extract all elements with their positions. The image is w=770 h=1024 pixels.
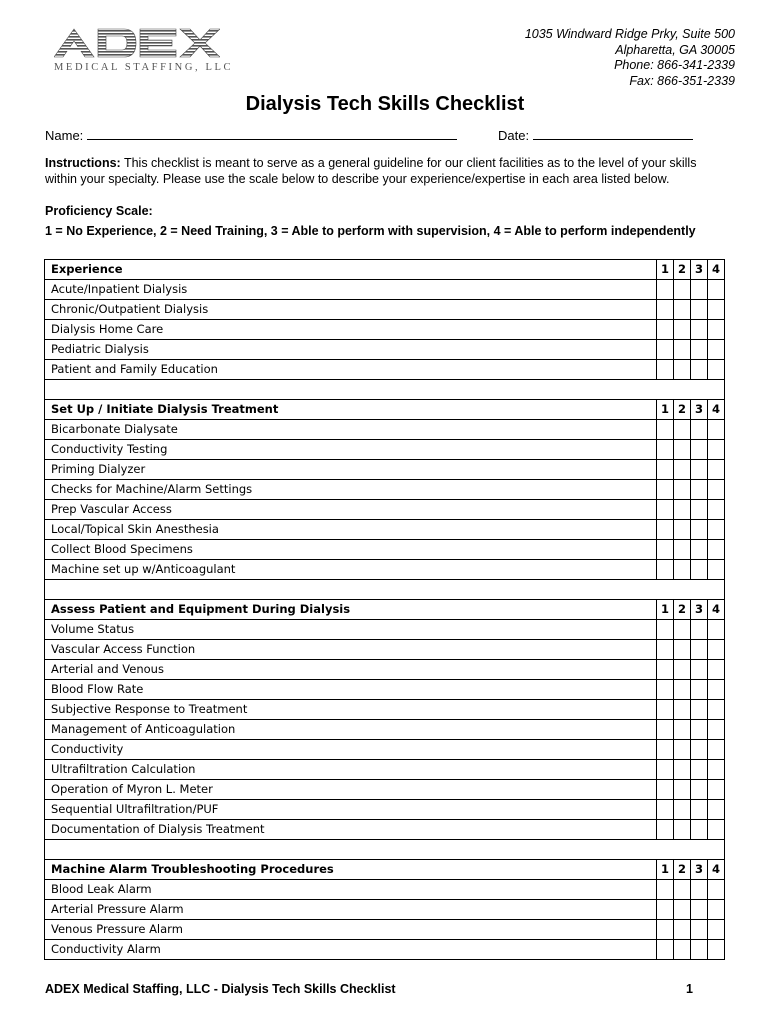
rating-cell[interactable] xyxy=(674,880,691,900)
skill-label: Collect Blood Specimens xyxy=(45,540,657,560)
rating-cell[interactable] xyxy=(691,500,708,520)
rating-cell[interactable] xyxy=(691,880,708,900)
rating-cell[interactable] xyxy=(674,760,691,780)
section-title: Experience xyxy=(45,260,657,280)
rating-cell[interactable] xyxy=(708,620,725,640)
rating-cell[interactable] xyxy=(708,500,725,520)
rating-column-header: 4 xyxy=(708,600,725,620)
address-fax: Fax: 866-351-2339 xyxy=(629,73,735,88)
rating-cell[interactable] xyxy=(674,360,691,380)
skill-label: Conductivity Testing xyxy=(45,440,657,460)
section-header-row xyxy=(45,860,725,880)
skill-label: Blood Leak Alarm xyxy=(45,880,657,900)
name-field-row xyxy=(45,127,457,143)
rating-cell[interactable] xyxy=(691,560,708,580)
spacer-row xyxy=(45,580,725,600)
rating-cell[interactable] xyxy=(657,360,674,380)
skill-label: Conductivity Alarm xyxy=(45,940,657,960)
skill-row xyxy=(45,740,725,760)
rating-column-header: 2 xyxy=(674,260,691,280)
rating-cell[interactable] xyxy=(691,460,708,480)
skill-label: Arterial and Venous xyxy=(45,660,657,680)
skill-row xyxy=(45,300,725,320)
skill-label: Blood Flow Rate xyxy=(45,680,657,700)
skill-label: Conductivity xyxy=(45,740,657,760)
skill-label: Arterial Pressure Alarm xyxy=(45,900,657,920)
rating-cell[interactable] xyxy=(708,920,725,940)
rating-cell[interactable] xyxy=(708,320,725,340)
rating-column-header: 1 xyxy=(657,260,674,280)
section-title: Set Up / Initiate Dialysis Treatment xyxy=(45,400,657,420)
skill-row xyxy=(45,700,725,720)
rating-cell[interactable] xyxy=(708,340,725,360)
skill-row xyxy=(45,620,725,640)
skill-label: Ultrafiltration Calculation xyxy=(45,760,657,780)
rating-cell[interactable] xyxy=(657,480,674,500)
rating-cell[interactable] xyxy=(657,700,674,720)
rating-cell[interactable] xyxy=(657,520,674,540)
rating-cell[interactable] xyxy=(691,780,708,800)
rating-cell[interactable] xyxy=(674,520,691,540)
rating-cell[interactable] xyxy=(657,540,674,560)
rating-column-header: 1 xyxy=(657,400,674,420)
skill-row xyxy=(45,640,725,660)
rating-cell[interactable] xyxy=(674,660,691,680)
rating-cell[interactable] xyxy=(691,520,708,540)
skill-row xyxy=(45,720,725,740)
date-field[interactable] xyxy=(533,127,693,140)
address-line-1: 1035 Windward Ridge Prky, Suite 500 xyxy=(524,27,735,41)
rating-cell[interactable] xyxy=(708,820,725,840)
section-title: Machine Alarm Troubleshooting Procedures xyxy=(45,860,657,880)
rating-cell[interactable] xyxy=(691,320,708,340)
rating-cell[interactable] xyxy=(674,640,691,660)
rating-column-header: 1 xyxy=(657,600,674,620)
skill-row xyxy=(45,940,725,960)
rating-cell[interactable] xyxy=(674,940,691,960)
rating-column-header: 3 xyxy=(691,860,708,880)
skill-row xyxy=(45,520,725,540)
skill-label: Documentation of Dialysis Treatment xyxy=(45,820,657,840)
skill-label: Dialysis Home Care xyxy=(45,320,657,340)
rating-cell[interactable] xyxy=(708,800,725,820)
section-header-row xyxy=(45,400,725,420)
rating-cell[interactable] xyxy=(708,360,725,380)
proficiency-scale xyxy=(45,201,696,241)
skill-row xyxy=(45,560,725,580)
rating-cell[interactable] xyxy=(674,320,691,340)
spacer-cell xyxy=(45,380,725,400)
rating-cell[interactable] xyxy=(657,760,674,780)
rating-cell[interactable] xyxy=(691,340,708,360)
rating-cell[interactable] xyxy=(708,680,725,700)
skill-label: Prep Vascular Access xyxy=(45,500,657,520)
rating-cell[interactable] xyxy=(674,500,691,520)
rating-cell[interactable] xyxy=(708,900,725,920)
instructions-label: Instructions: xyxy=(45,156,121,170)
skill-label: Subjective Response to Treatment xyxy=(45,700,657,720)
skill-row xyxy=(45,760,725,780)
skill-row xyxy=(45,440,725,460)
rating-cell[interactable] xyxy=(657,740,674,760)
instructions-text: This checklist is meant to serve as a general guideline for our client facilities as to the level of your skills within your specialty. Please use the scale below to describe your experience/expertise in each area listed below. xyxy=(45,156,697,186)
rating-cell[interactable] xyxy=(674,700,691,720)
skill-row xyxy=(45,320,725,340)
rating-cell[interactable] xyxy=(708,940,725,960)
rating-cell[interactable] xyxy=(708,760,725,780)
rating-cell[interactable] xyxy=(657,320,674,340)
scale-text: 1 = No Experience, 2 = Need Training, 3 = Able to perform with supervision, 4 = Able to perform independently xyxy=(45,224,696,238)
rating-cell[interactable] xyxy=(708,520,725,540)
rating-cell[interactable] xyxy=(691,440,708,460)
page-title: Dialysis Tech Skills Checklist xyxy=(245,93,525,115)
skill-row xyxy=(45,800,725,820)
address-phone: Phone: 866-341-2339 xyxy=(614,58,735,72)
rating-cell[interactable] xyxy=(708,480,725,500)
skill-label: Operation of Myron L. Meter xyxy=(45,780,657,800)
rating-cell[interactable] xyxy=(708,880,725,900)
rating-cell[interactable] xyxy=(657,780,674,800)
spacer-row xyxy=(45,840,725,860)
rating-cell[interactable] xyxy=(657,560,674,580)
name-field[interactable] xyxy=(87,127,457,140)
spacer-row xyxy=(45,380,725,400)
spacer-cell xyxy=(45,840,725,860)
date-label: Date: xyxy=(498,128,530,143)
rating-cell[interactable] xyxy=(691,700,708,720)
rating-column-header: 3 xyxy=(691,600,708,620)
skill-label: Local/Topical Skin Anesthesia xyxy=(45,520,657,540)
rating-cell[interactable] xyxy=(657,900,674,920)
skill-label: Venous Pressure Alarm xyxy=(45,920,657,940)
company-address xyxy=(525,27,735,89)
rating-cell[interactable] xyxy=(674,560,691,580)
rating-cell[interactable] xyxy=(708,440,725,460)
rating-cell[interactable] xyxy=(674,280,691,300)
rating-cell[interactable] xyxy=(708,660,725,680)
rating-cell[interactable] xyxy=(691,740,708,760)
rating-cell[interactable] xyxy=(708,280,725,300)
skill-label: Volume Status xyxy=(45,620,657,640)
rating-cell[interactable] xyxy=(657,920,674,940)
rating-cell[interactable] xyxy=(657,460,674,480)
skill-row xyxy=(45,420,725,440)
rating-cell[interactable] xyxy=(674,720,691,740)
rating-cell[interactable] xyxy=(657,440,674,460)
rating-column-header: 2 xyxy=(674,400,691,420)
skill-label: Sequential Ultrafiltration/PUF xyxy=(45,800,657,820)
rating-column-header: 4 xyxy=(708,400,725,420)
skill-label: Machine set up w/Anticoagulant xyxy=(45,560,657,580)
rating-column-header: 2 xyxy=(674,860,691,880)
rating-cell[interactable] xyxy=(708,780,725,800)
address-line-2: Alpharetta, GA 30005 xyxy=(615,42,735,57)
rating-cell[interactable] xyxy=(691,620,708,640)
rating-cell[interactable] xyxy=(691,680,708,700)
rating-cell[interactable] xyxy=(691,420,708,440)
rating-cell[interactable] xyxy=(691,920,708,940)
skill-row xyxy=(45,460,725,480)
skill-label: Patient and Family Education xyxy=(45,360,657,380)
rating-cell[interactable] xyxy=(674,740,691,760)
section-header-row xyxy=(45,600,725,620)
rating-cell[interactable] xyxy=(657,660,674,680)
rating-cell[interactable] xyxy=(674,680,691,700)
skill-label: Chronic/Outpatient Dialysis xyxy=(45,300,657,320)
skill-label: Priming Dialyzer xyxy=(45,460,657,480)
rating-column-header: 2 xyxy=(674,600,691,620)
rating-cell[interactable] xyxy=(708,420,725,440)
spacer-cell xyxy=(45,580,725,600)
rating-cell[interactable] xyxy=(674,780,691,800)
section-header-row xyxy=(45,260,725,280)
rating-cell[interactable] xyxy=(691,760,708,780)
rating-cell[interactable] xyxy=(674,620,691,640)
rating-cell[interactable] xyxy=(708,740,725,760)
rating-cell[interactable] xyxy=(657,620,674,640)
skill-label: Management of Anticoagulation xyxy=(45,720,657,740)
skills-checklist-table xyxy=(44,259,725,960)
rating-cell[interactable] xyxy=(657,820,674,840)
rating-cell[interactable] xyxy=(691,540,708,560)
section-title: Assess Patient and Equipment During Dialysis xyxy=(45,600,657,620)
rating-column-header: 1 xyxy=(657,860,674,880)
scale-heading: Proficiency Scale: xyxy=(45,204,153,218)
rating-cell[interactable] xyxy=(674,820,691,840)
rating-cell[interactable] xyxy=(657,420,674,440)
rating-cell[interactable] xyxy=(708,560,725,580)
rating-cell[interactable] xyxy=(657,680,674,700)
rating-cell[interactable] xyxy=(691,640,708,660)
skill-label: Acute/Inpatient Dialysis xyxy=(45,280,657,300)
skill-label: Checks for Machine/Alarm Settings xyxy=(45,480,657,500)
skill-row xyxy=(45,340,725,360)
name-label: Name: xyxy=(45,128,84,143)
rating-cell[interactable] xyxy=(657,940,674,960)
rating-cell[interactable] xyxy=(691,360,708,380)
skill-row xyxy=(45,680,725,700)
rating-cell[interactable] xyxy=(674,340,691,360)
logo-subtitle: MEDICAL STAFFING, LLC xyxy=(54,62,234,73)
rating-cell[interactable] xyxy=(691,800,708,820)
company-logo xyxy=(54,27,234,73)
rating-cell[interactable] xyxy=(674,460,691,480)
rating-cell[interactable] xyxy=(708,640,725,660)
rating-cell[interactable] xyxy=(657,280,674,300)
skill-row xyxy=(45,540,725,560)
rating-cell[interactable] xyxy=(674,440,691,460)
rating-cell[interactable] xyxy=(657,720,674,740)
skill-label: Vascular Access Function xyxy=(45,640,657,660)
adex-logo-graphic xyxy=(54,27,220,59)
skill-row xyxy=(45,780,725,800)
skill-row xyxy=(45,660,725,680)
date-field-row xyxy=(498,127,693,143)
skill-row xyxy=(45,500,725,520)
rating-cell[interactable] xyxy=(657,800,674,820)
skill-row xyxy=(45,480,725,500)
rating-cell[interactable] xyxy=(691,820,708,840)
rating-column-header: 4 xyxy=(708,260,725,280)
skill-row xyxy=(45,880,725,900)
rating-column-header: 4 xyxy=(708,860,725,880)
rating-cell[interactable] xyxy=(691,660,708,680)
skill-row xyxy=(45,280,725,300)
rating-cell[interactable] xyxy=(708,720,725,740)
rating-cell[interactable] xyxy=(674,540,691,560)
rating-column-header: 3 xyxy=(691,260,708,280)
rating-cell[interactable] xyxy=(708,460,725,480)
rating-cell[interactable] xyxy=(691,480,708,500)
rating-cell[interactable] xyxy=(674,900,691,920)
rating-cell[interactable] xyxy=(657,880,674,900)
skill-row xyxy=(45,900,725,920)
rating-cell[interactable] xyxy=(691,280,708,300)
footer-text: ADEX Medical Staffing, LLC - Dialysis Tech Skills Checklist xyxy=(45,982,396,996)
skill-row xyxy=(45,360,725,380)
skill-row xyxy=(45,920,725,940)
rating-cell[interactable] xyxy=(691,720,708,740)
rating-cell[interactable] xyxy=(674,920,691,940)
page-footer xyxy=(45,982,693,996)
rating-column-header: 3 xyxy=(691,400,708,420)
rating-cell[interactable] xyxy=(674,480,691,500)
rating-cell[interactable] xyxy=(691,940,708,960)
skill-label: Pediatric Dialysis xyxy=(45,340,657,360)
rating-cell[interactable] xyxy=(657,640,674,660)
rating-cell[interactable] xyxy=(708,540,725,560)
rating-cell[interactable] xyxy=(674,300,691,320)
rating-cell[interactable] xyxy=(674,420,691,440)
rating-cell[interactable] xyxy=(691,900,708,920)
rating-cell[interactable] xyxy=(708,300,725,320)
page-number: 1 xyxy=(686,982,693,996)
rating-cell[interactable] xyxy=(708,700,725,720)
rating-cell[interactable] xyxy=(657,300,674,320)
rating-cell[interactable] xyxy=(691,300,708,320)
rating-cell[interactable] xyxy=(657,500,674,520)
skill-label: Bicarbonate Dialysate xyxy=(45,420,657,440)
rating-cell[interactable] xyxy=(657,340,674,360)
rating-cell[interactable] xyxy=(674,800,691,820)
skill-row xyxy=(45,820,725,840)
instructions xyxy=(45,155,725,187)
